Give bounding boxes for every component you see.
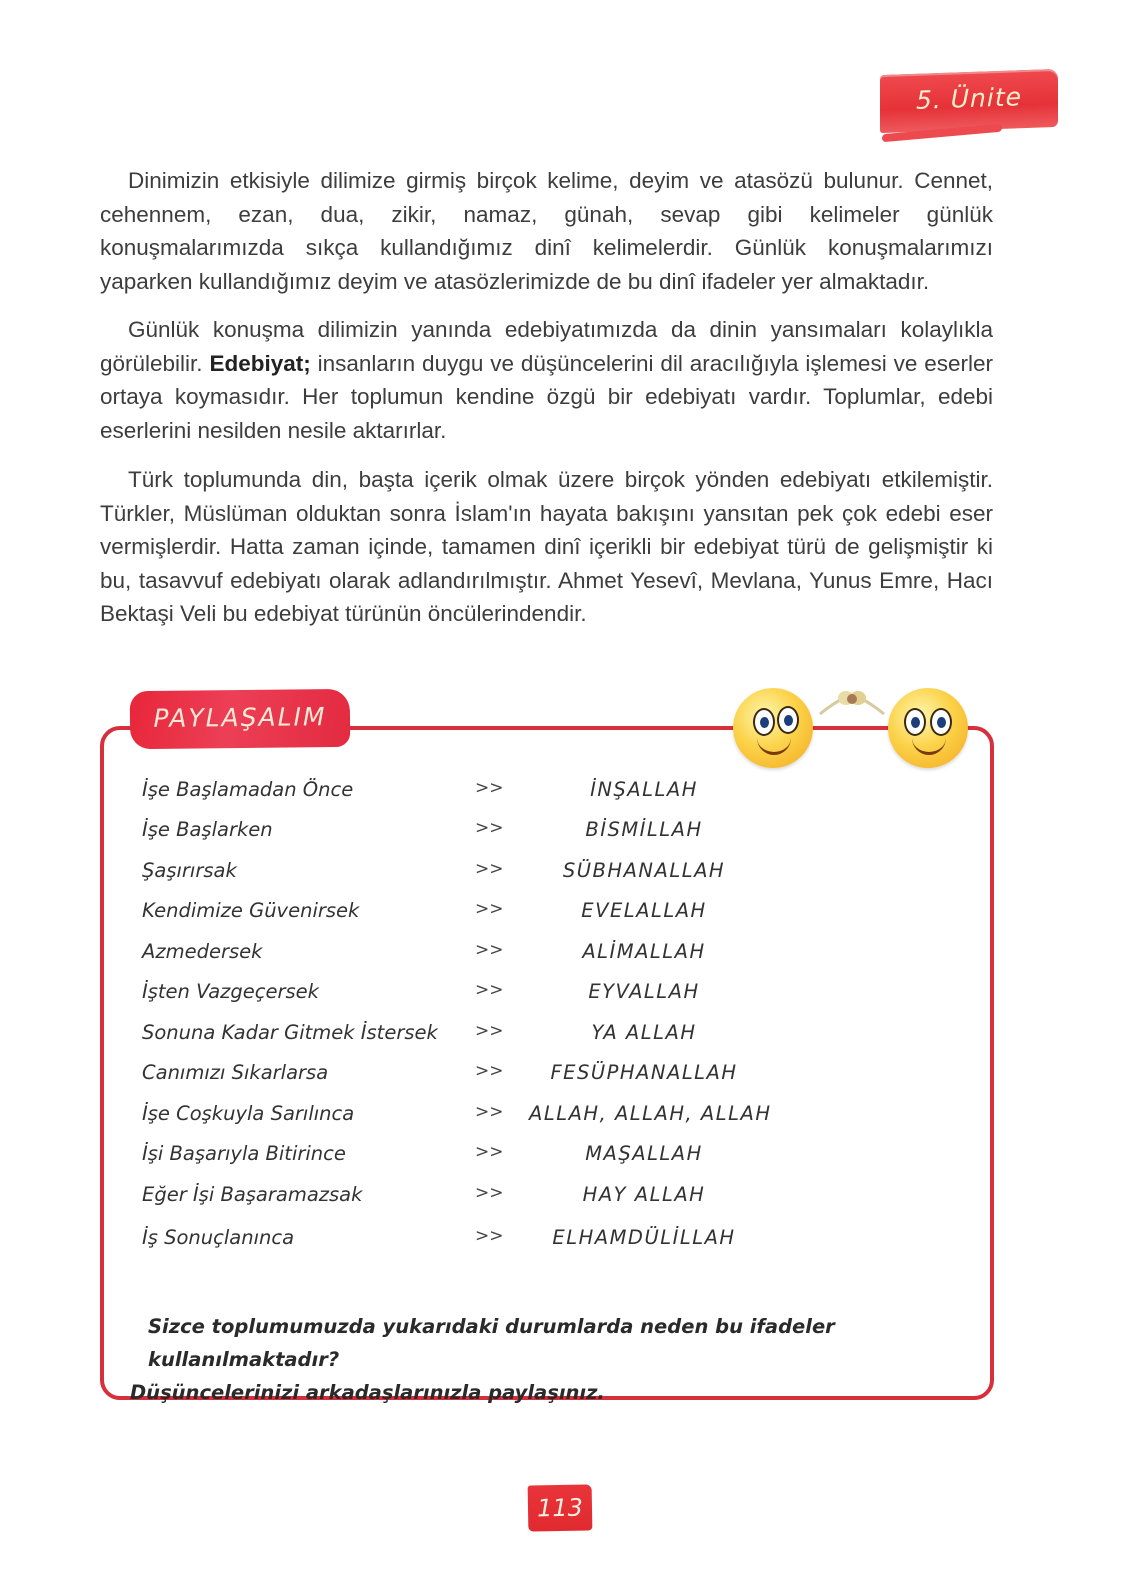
table-row	[142, 1226, 782, 1256]
mouth-icon	[912, 738, 946, 755]
arrow-icon: >>	[475, 859, 504, 879]
arrow-icon: >>	[475, 1183, 504, 1203]
smiley-emoji-icon	[733, 688, 813, 768]
situation: İşi Başarıyla Bitirince	[142, 1142, 346, 1165]
situation: İş Sonuçlanınca	[142, 1226, 295, 1249]
expression: BİSMİLLAH	[585, 818, 703, 841]
expression: YA ALLAH	[591, 1021, 697, 1044]
table-row	[142, 778, 782, 808]
paragraph-2-text	[100, 313, 993, 447]
situation: İşe Başlamadan Önce	[142, 778, 354, 801]
question-line-2: Düşüncelerinizi arkadaşlarınızla paylaşınız.	[130, 1381, 605, 1404]
table-row	[142, 1102, 782, 1132]
eye-icon	[753, 708, 775, 736]
smiley-emoji-icon	[888, 688, 968, 768]
paragraph-1	[100, 164, 993, 298]
paragraph-2	[100, 313, 993, 447]
paragraph-2-definition: insanların duygu ve düşüncelerini dil aracılığıyla işlemesi ve eserler ortaya koymasıdır. Her toplumun kendine özgü bir edebiyatı vardır. Toplumlar, edebi eserlerini nesilden nesile aktarırlar.	[100, 350, 993, 443]
arrow-icon: >>	[475, 940, 504, 960]
arrow-icon: >>	[475, 899, 504, 919]
situation: Azmedersek	[142, 940, 263, 963]
eye-icon	[777, 706, 799, 734]
table-row	[142, 1021, 782, 1051]
situation: İşe Coşkuyla Sarılınca	[142, 1102, 355, 1125]
situation: Eğer İşi Başaramazsak	[142, 1183, 363, 1206]
fist-bump-icon	[818, 688, 886, 718]
table-row	[142, 818, 782, 848]
situation: Sonuna Kadar Gitmek İstersek	[142, 1021, 438, 1044]
expression: FESÜPHANALLAH	[550, 1061, 738, 1084]
expression: SÜBHANALLAH	[562, 859, 726, 882]
page-number: 113	[536, 1493, 584, 1523]
situation: İşten Vazgeçersek	[142, 980, 319, 1003]
eye-icon	[904, 708, 926, 736]
arrow-icon: >>	[475, 1102, 504, 1122]
mouth-icon	[757, 738, 791, 755]
expression: İNŞALLAH	[590, 778, 698, 801]
situation: Canımızı Sıkarlarsa	[142, 1061, 329, 1084]
paragraph-3	[100, 463, 993, 631]
paragraph-3-text: Türk toplumunda din, başta içerik olmak üzere birçok yönden edebiyatı etkilemiştir. Türkler, Müslüman olduktan sonra İslam'ın hayata bakışını yansıtan pek çok edebi eser vermişlerdir. Hatta zaman içinde, tamamen dinî içerikli bir edebiyat türü de gelişmiştir ki bu, tasavvuf edebiyatı olarak adlandırılmıştır. Ahmet Yesevî, Mevlana, Yunus Emre, Hacı Bektaşi Veli bu edebiyat türünün öncülerindendir.	[100, 467, 993, 626]
arrow-icon: >>	[475, 1061, 504, 1081]
arrow-icon: >>	[475, 980, 504, 1000]
table-row	[142, 940, 782, 970]
page-number-badge	[528, 1484, 593, 1531]
expression: ELHAMDÜLİLLAH	[552, 1226, 736, 1249]
term-edebiyat: Edebiyat;	[209, 350, 311, 376]
arrow-icon: >>	[475, 1142, 504, 1162]
expression: ALİMALLAH	[582, 940, 706, 963]
table-row	[142, 899, 782, 929]
unit-badge	[880, 69, 1058, 133]
question-line-1: Sizce toplumumuzda yukarıdaki durumlarda neden bu ifadeler kullanılmaktadır?	[148, 1315, 835, 1371]
expression: ALLAH, ALLAH, ALLAH	[529, 1102, 772, 1125]
eye-icon	[930, 708, 952, 736]
expression: EVELALLAH	[581, 899, 707, 922]
paragraph-1-text: Dinimizin etkisiyle dilimize girmiş birçok kelime, deyim ve atasözü bulunur. Cennet, cehennem, ezan, dua, zikir, namaz, günah, sevap gibi kelimeler günlük konuşmalarımızda sıkça kullandığımız dinî kelimelerdir. Günlük konuşmalarımızı yaparken kullandığımız deyim ve atasözlerimizde de bu dinî ifadeler yer almaktadır.	[100, 168, 993, 294]
discussion-question	[130, 1310, 970, 1409]
table-row	[142, 980, 782, 1010]
situation: İşe Başlarken	[142, 818, 273, 841]
situation: Şaşırırsak	[142, 859, 237, 882]
share-box-header	[130, 689, 351, 749]
unit-label: 5. Ünite	[915, 82, 1023, 115]
table-row	[142, 859, 782, 889]
arrow-icon: >>	[475, 1226, 504, 1246]
paragraph-2-intro: Günlük konuşma dilimizin yanında edebiyatımızda da dinin yansımaları kolaylıkla görülebilir.	[100, 317, 993, 376]
table-row	[142, 1061, 782, 1091]
arrow-icon: >>	[475, 778, 504, 798]
expression: EYVALLAH	[588, 980, 700, 1003]
arrow-icon: >>	[475, 1021, 504, 1041]
situation: Kendimize Güvenirsek	[142, 899, 360, 922]
share-box-title: PAYLAŞALIM	[153, 702, 327, 733]
expression: HAY ALLAH	[582, 1183, 706, 1206]
expression: MAŞALLAH	[585, 1142, 703, 1165]
table-row	[142, 1142, 782, 1172]
table-row	[142, 1183, 782, 1213]
arrow-icon: >>	[475, 818, 504, 838]
